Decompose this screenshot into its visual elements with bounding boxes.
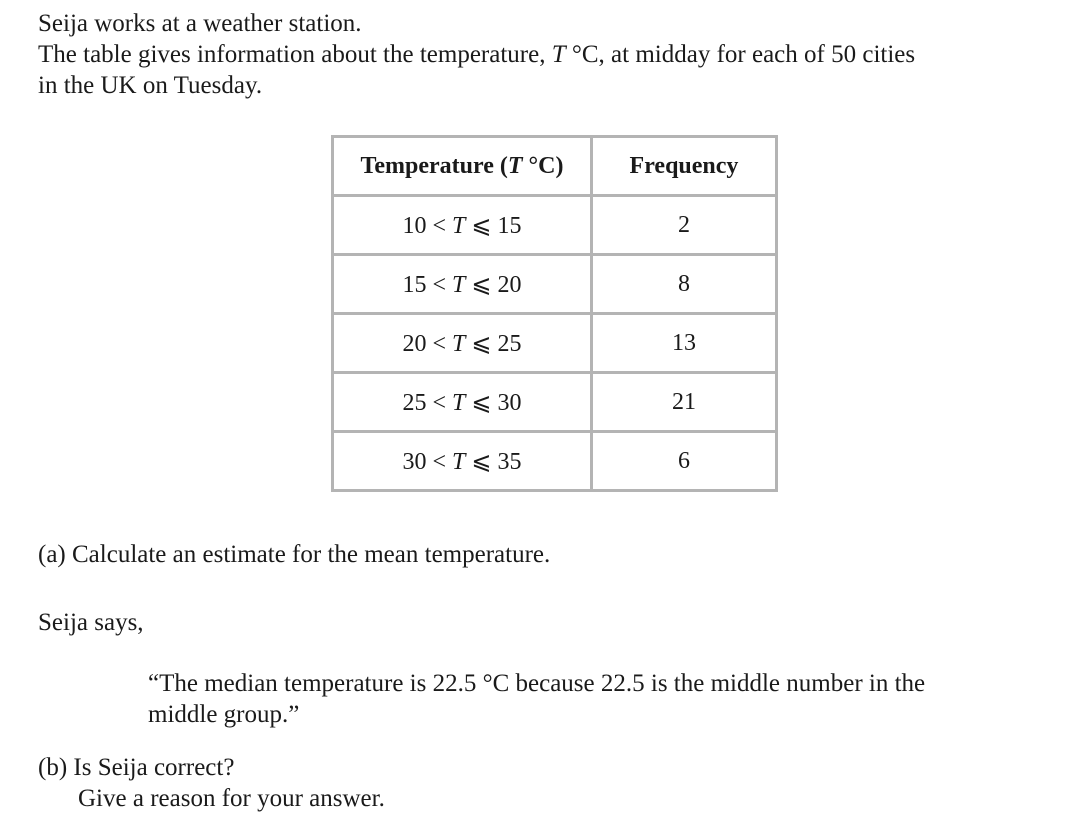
table-row [333, 432, 777, 491]
frequency-value: 2 [592, 196, 777, 255]
temperature-variable: T [551, 41, 566, 68]
temperature-interval: 15 < T ⩽ 20 [333, 255, 592, 314]
frequency-value: 6 [592, 432, 777, 491]
temperature-interval: 25 < T ⩽ 30 [333, 373, 592, 432]
part-a-text: Calculate an estimate for the mean temperature. [72, 541, 551, 568]
temperature-interval: 20 < T ⩽ 25 [333, 314, 592, 373]
frequency-value: 13 [592, 314, 777, 373]
intro-text: The table gives information about the temperature, [38, 41, 552, 68]
table-row [333, 196, 777, 255]
part-b-text: Is Seija correct? [73, 754, 235, 781]
quote-line-2: middle group.” [148, 701, 300, 728]
seija-says: Seija says, [38, 609, 144, 636]
frequency-value: 21 [592, 373, 777, 432]
frequency-table [331, 135, 778, 492]
intro-line-3 [38, 70, 262, 101]
table-row [333, 255, 777, 314]
intro-text: in the UK on Tuesday. [38, 72, 263, 99]
table-row [333, 314, 777, 373]
temperature-interval: 30 < T ⩽ 35 [333, 432, 592, 491]
quote-line-1: “The median temperature is 22.5 °C because 22.5 is the middle number in the [148, 670, 926, 697]
intro-text: °C, at midday for each of 50 cities [565, 41, 916, 68]
temperature-interval: 10 < T ⩽ 15 [333, 196, 592, 255]
frequency-value: 8 [592, 255, 777, 314]
part-b-question [38, 752, 234, 783]
table-row [333, 373, 777, 432]
intro-text: Seija works at a weather station. [38, 10, 362, 37]
part-b-label: (b) [38, 754, 68, 781]
part-a-label: (a) [38, 541, 66, 568]
header-temperature: Temperature (T °C) [333, 137, 592, 196]
part-a-question [38, 539, 550, 570]
header-frequency: Frequency [592, 137, 777, 196]
part-b-instruction: Give a reason for your answer. [78, 785, 385, 812]
intro-line-2 [38, 39, 915, 70]
table-header-row [333, 137, 777, 196]
intro-line-1 [38, 8, 362, 39]
